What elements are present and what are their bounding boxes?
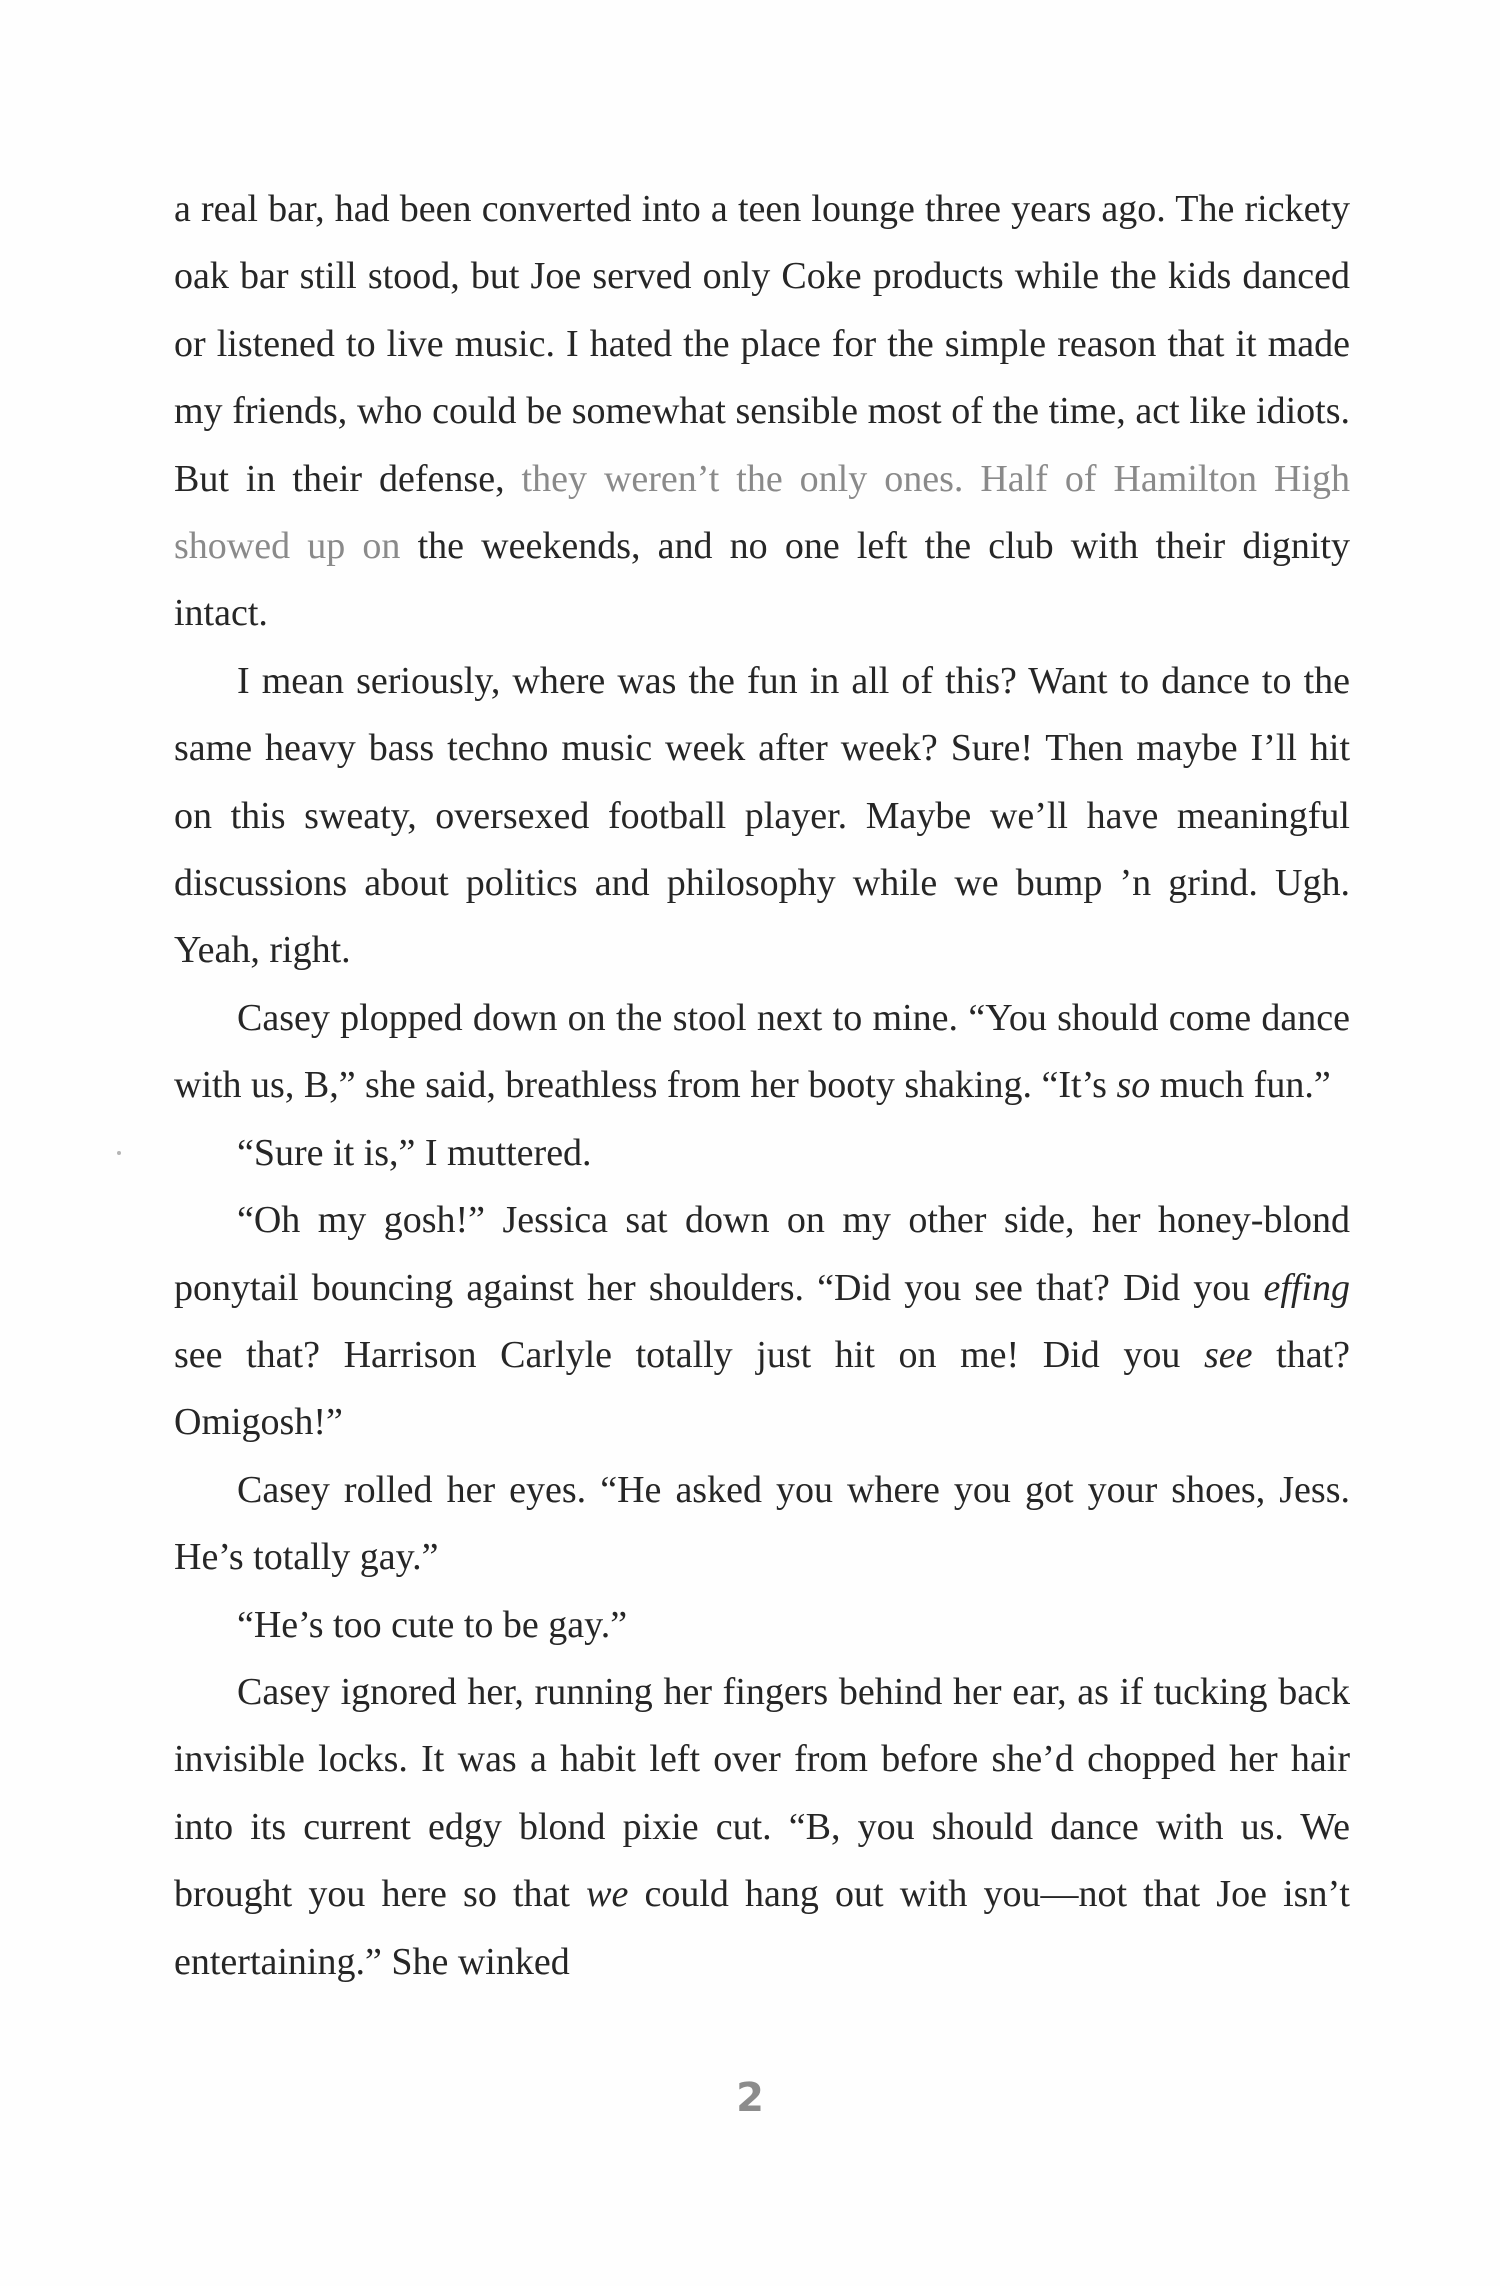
- text-run: the weekends, and no one left the club with their dignity intact.: [174, 525, 1350, 635]
- text-run: “Sure it is,” I muttered.: [237, 1131, 592, 1174]
- paragraph: [174, 1457, 1350, 1592]
- text-run: much fun.”: [1150, 1064, 1331, 1107]
- emphasis-text: see: [1204, 1333, 1253, 1376]
- paragraph: [174, 1120, 1350, 1187]
- paragraph: [174, 176, 1350, 648]
- paragraph: [174, 648, 1350, 985]
- text-run: “Oh my gosh!” Jessica sat down on my other side, her honey-blond ponytail bouncing against her shoulders. “Did you see that? Did you: [174, 1199, 1350, 1309]
- faded-print-text: they weren’t the only ones. Half of Hamilton High showed up on: [174, 457, 1350, 568]
- text-run: a real bar, had been converted into a teen lounge three years ago. The rickety oak bar still stood, but Joe served only Coke products while the kids danced or listened to live music. I hated the place for the simple reason that it made my friends, who could be somewhat sensible most of the time, act like idiots. But in their defense,: [174, 188, 1350, 500]
- text-run: see that? Harrison Carlyle totally just hit on me! Did you: [174, 1333, 1205, 1376]
- body-text: [174, 176, 1350, 1996]
- text-run: could hang out with you—not that Joe isn’t entertaining.” She winked: [174, 1873, 1350, 1983]
- paragraph: [174, 1187, 1350, 1457]
- text-run: Casey ignored her, running her fingers behind her ear, as if tucking back invisible locks. It was a habit left over from before she’d chopped her hair into its current edgy blond pixie cut. “B, you should dance with us. We brought you here so that: [174, 1670, 1350, 1916]
- text-run: that? Omigosh!”: [174, 1333, 1350, 1444]
- emphasis-text: effing: [1263, 1266, 1350, 1309]
- page-number: 2: [736, 2075, 764, 2121]
- margin-speck: [117, 1151, 121, 1155]
- text-run: Casey rolled her eyes. “He asked you where you got your shoes, Jess. He’s totally gay.”: [174, 1468, 1350, 1579]
- emphasis-text: so: [1116, 1064, 1151, 1107]
- paragraph: [174, 985, 1350, 1120]
- text-run: “He’s too cute to be gay.”: [237, 1603, 628, 1646]
- paragraph: [174, 1659, 1350, 1996]
- text-run: I mean seriously, where was the fun in all of this? Want to dance to the same heavy bass techno music week after week? Sure! Then maybe I’ll hit on this sweaty, oversexed football player. Maybe we’ll have meaningful discussions about politics and philosophy while we bump ’n grind. Ugh. Yeah, right.: [174, 659, 1350, 972]
- text-run: Casey plopped down on the stool next to mine. “You should come dance with us, B,” she said, breathless from her booty shaking. “It’s: [174, 996, 1350, 1107]
- emphasis-text: we: [586, 1873, 629, 1916]
- paragraph: [174, 1592, 1350, 1659]
